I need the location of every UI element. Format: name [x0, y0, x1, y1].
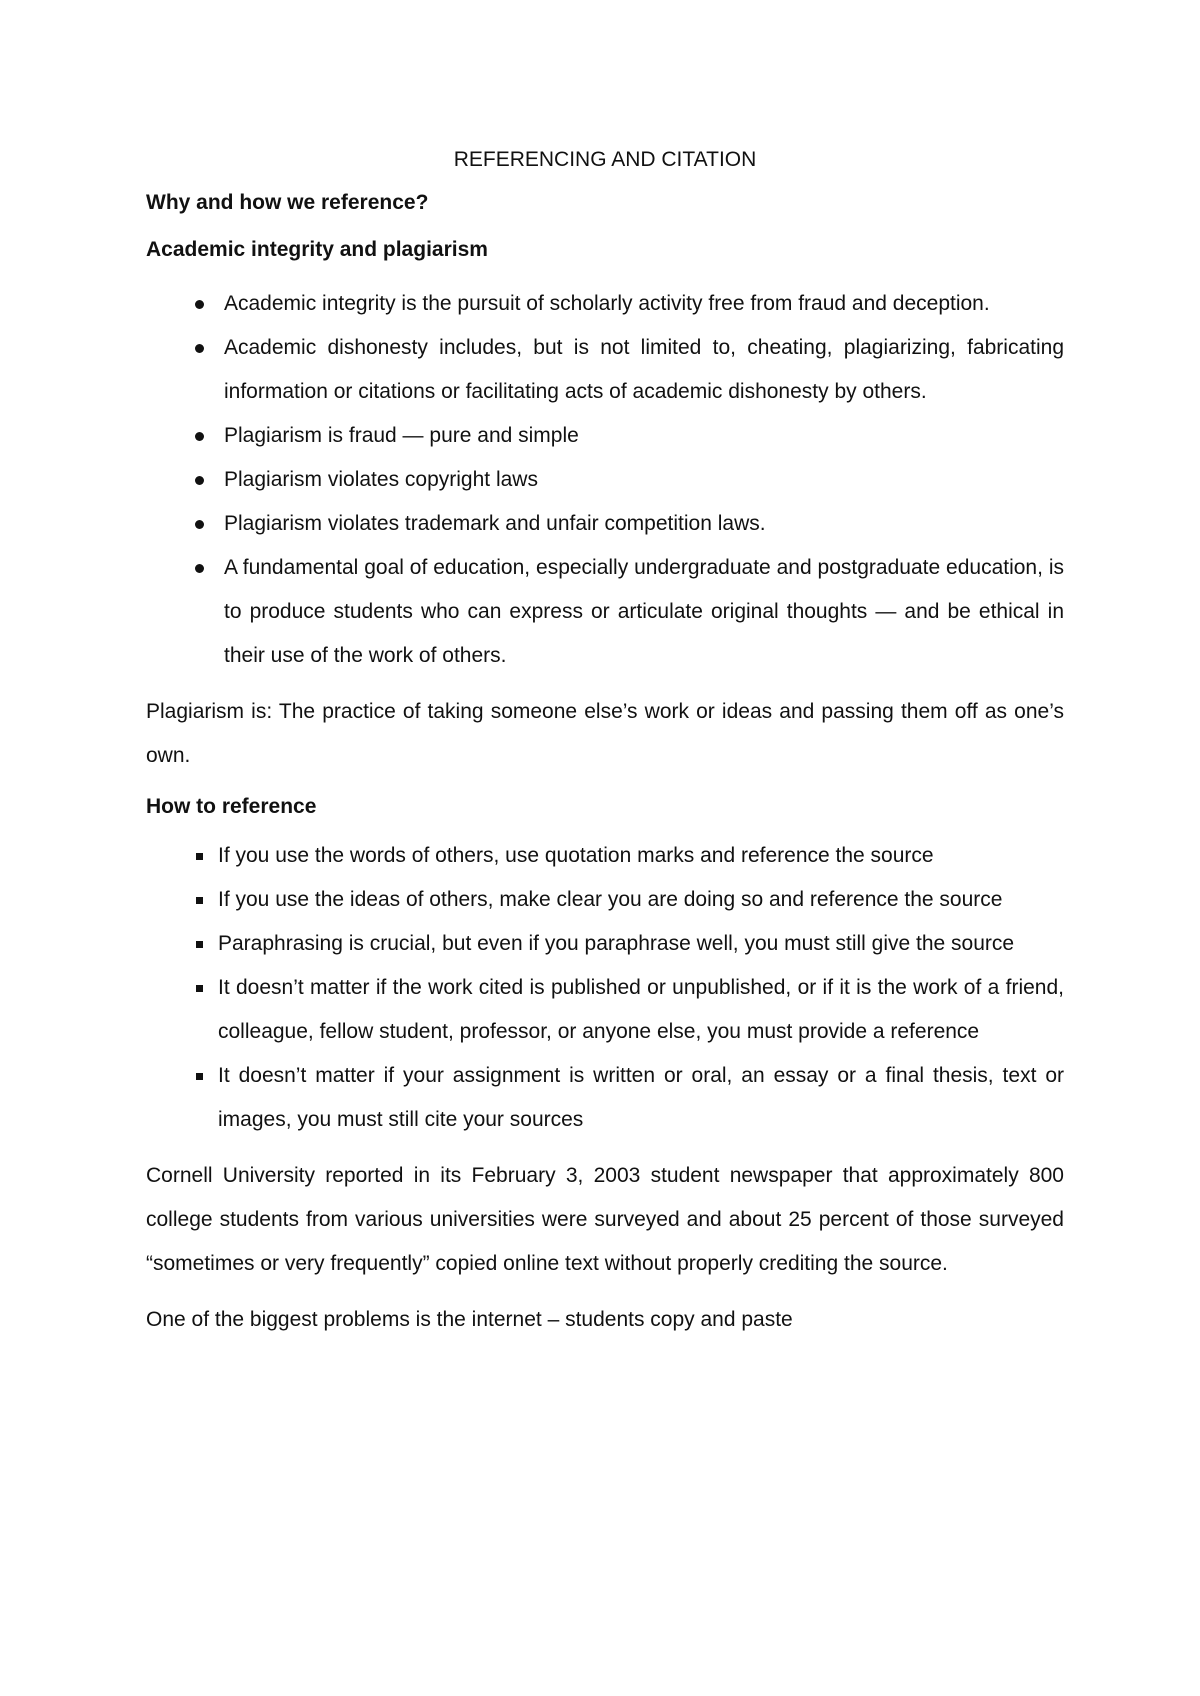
how-bullet-list	[146, 834, 1064, 1142]
list-item-text: It doesn’t matter if your assignment is written or oral, an essay or a final thesis, text or images, you must still cite your sources	[218, 1064, 1064, 1131]
list-item	[146, 546, 1064, 678]
list-item-text: It doesn’t matter if the work cited is published or unpublished, or if it is the work of a friend, colleague, fellow student, professor, or anyone else, you must provide a reference	[218, 976, 1064, 1043]
list-item	[146, 1054, 1064, 1142]
list-item-text: Plagiarism violates trademark and unfair competition laws.	[224, 512, 766, 535]
square-bullet-icon	[189, 922, 209, 966]
list-item-text: Academic integrity is the pursuit of scholarly activity free from fraud and deception.	[224, 292, 990, 315]
list-item	[146, 878, 1064, 922]
square-bullet-icon	[189, 1054, 209, 1098]
document-title: REFERENCING AND CITATION	[453, 148, 757, 171]
closing-line: One of the biggest problems is the internet – students copy and paste	[146, 1308, 793, 1331]
bullet-icon	[189, 458, 209, 502]
list-item	[146, 414, 1064, 458]
cornell-paragraph: Cornell University reported in its February 3, 2003 student newspaper that approximately 800 college students from various universities were surveyed and about 25 percent of those surveyed “sometimes or very frequently” copied online text without properly crediting the source.	[146, 1164, 1064, 1275]
bullet-icon	[189, 546, 209, 590]
heading-how-to-reference: How to reference	[146, 795, 317, 818]
list-item	[146, 282, 1064, 326]
square-bullet-icon	[189, 834, 209, 878]
list-item	[146, 458, 1064, 502]
document-body	[146, 145, 1064, 1342]
plagiarism-definition: Plagiarism is: The practice of taking someone else’s work or ideas and passing them off as one’s own.	[146, 700, 1064, 767]
bullet-icon	[189, 502, 209, 546]
list-item	[146, 922, 1064, 966]
list-item	[146, 326, 1064, 414]
square-bullet-icon	[189, 966, 209, 1010]
list-item-text: Plagiarism is fraud — pure and simple	[224, 424, 579, 447]
bullet-icon	[189, 282, 209, 326]
square-bullet-icon	[189, 878, 209, 922]
heading-academic-integrity: Academic integrity and plagiarism	[146, 238, 488, 261]
list-item-text: Plagiarism violates copyright laws	[224, 468, 538, 491]
list-item-text: If you use the ideas of others, make clear you are doing so and reference the source	[218, 888, 1003, 911]
list-item-text: If you use the words of others, use quotation marks and reference the source	[218, 844, 934, 867]
list-item	[146, 966, 1064, 1054]
list-item-text: A fundamental goal of education, especially undergraduate and postgraduate education, is to produce students who can express or articulate original thoughts — and be ethical in their use of the work of others.	[224, 556, 1064, 667]
list-item	[146, 834, 1064, 878]
list-item-text: Paraphrasing is crucial, but even if you paraphrase well, you must still give the source	[218, 932, 1015, 955]
bullet-icon	[189, 414, 209, 458]
heading-why-reference: Why and how we reference?	[146, 191, 429, 214]
integrity-bullet-list	[146, 282, 1064, 678]
list-item	[146, 502, 1064, 546]
bullet-icon	[189, 326, 209, 370]
list-item-text: Academic dishonesty includes, but is not limited to, cheating, plagiarizing, fabricating information or citations or facilitating acts of academic dishonesty by others.	[224, 336, 1064, 403]
